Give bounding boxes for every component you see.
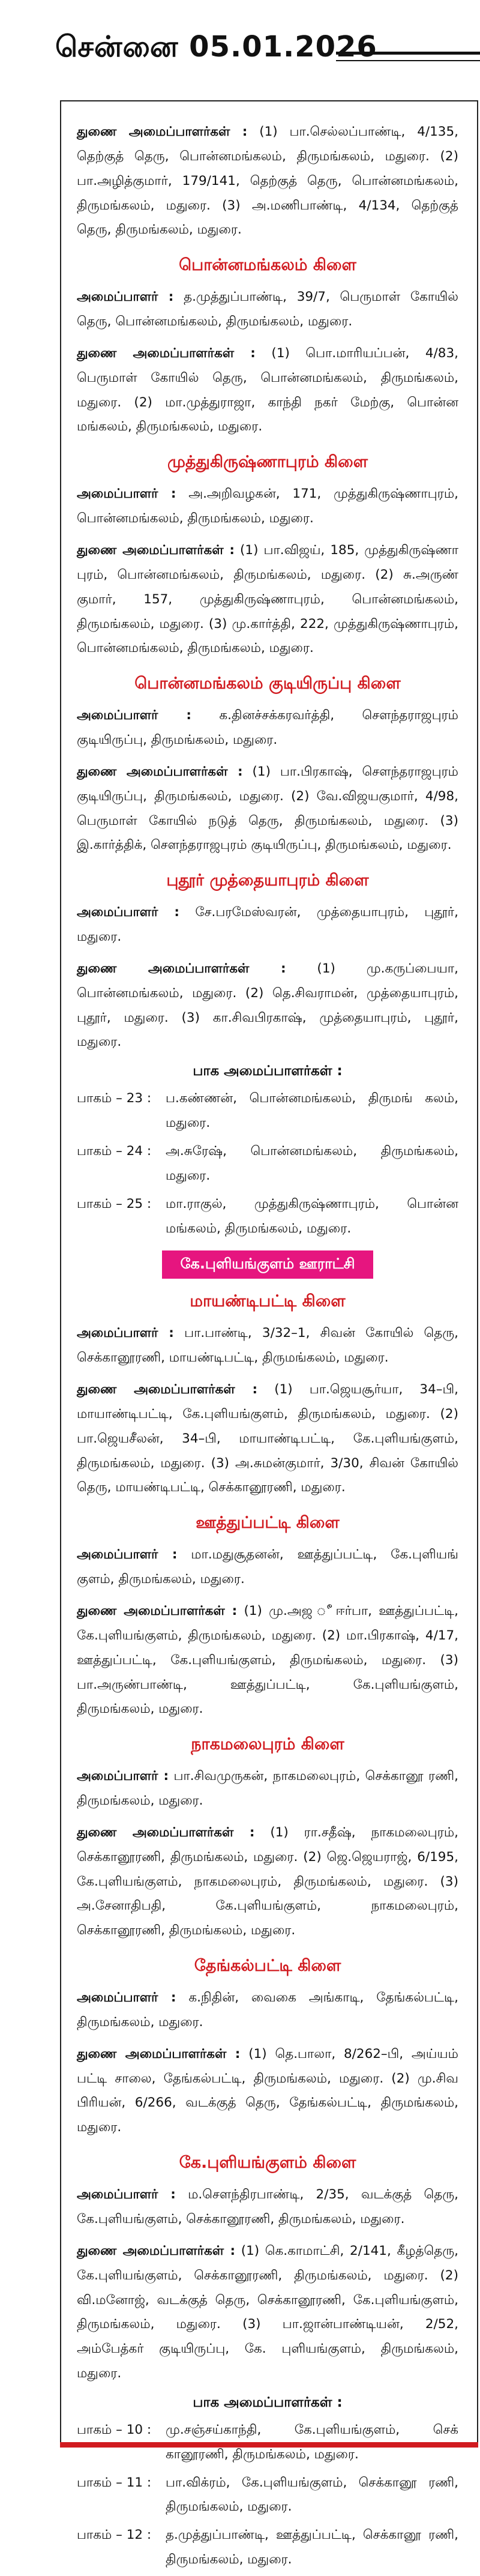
panchayat-banner — [77, 1250, 458, 1279]
section-heading: மாயண்டிபட்டி கிளை — [190, 1292, 346, 1311]
list-item: பாகம் – 24 : அ.சுரேஷ், பொன்னமங்கலம், திருமங்கலம், மதுரை. — [77, 1144, 458, 1183]
paragraph: அமைப்பாளர் : பா.பாண்டி, 3/32–1, சிவன் கோயில் தெரு, செக்கானூரணி, மாயண்டிபட்டி, திருமங்கலம், மதுரை. — [77, 1326, 458, 1366]
panchayat-label: கே.புளியங்குளம் ஊராட்சி — [162, 1250, 373, 1279]
sub-heading: பாக அமைப்பாளர்கள் : — [193, 1063, 343, 1079]
paragraph: அமைப்பாளர் : அ.அறிவழகன், 171, முத்துகிருஷ்ணாபுரம், பொன்னமங்கலம், திருமங்கலம், மதுரை. — [77, 486, 458, 526]
paragraph: துணை அமைப்பாளர்கள் : (1) பா.பிரகாஷ், சௌந்தராஜபுரம் குடியிருப்பு, திருமங்கலம், மதுரை. (2) வே.விஜயகுமார், 4/98, பெருமாள் கோயில் நடுத் தெரு, திருமங்கலம், மதுரை. (3) இ.கார்த்திக், சௌந்தராஜபுரம் குடியிருப்பு, திருமங்கலம், மதுரை. — [77, 764, 458, 853]
paragraph: அமைப்பாளர் : க.நிதின், வைகை அங்காடி, தேங்கல்பட்டி, திருமங்கலம், மதுரை. — [77, 1990, 458, 2030]
paragraph: அமைப்பாளர் : க.தினச்சக்கரவர்த்தி, சௌந்தராஜபுரம் குடியிருப்பு, திருமங்கலம், மதுரை. — [77, 708, 458, 748]
list-item: பாகம் – 12 : த.முத்துப்பாண்டி, ஊத்துப்பட்டி, செக்கானூ ரணி, திருமங்கலம், மதுரை. — [77, 2527, 458, 2568]
header-rule — [336, 52, 480, 61]
list-item: பாகம் – 25 : மா.ராகுல், முத்துகிருஷ்ணாபுரம், பொன்ன மங்கலம், திருமங்கலம், மதுரை. — [77, 1196, 458, 1236]
paragraph: துணை அமைப்பாளர்கள் : (1) கெ.காமாட்சி, 2/141, கீழத்தெரு, கே.புளியங்குளம், செக்கானூரணி, திருமங்கலம், மதுரை. (2) வி.மனோஜ், வடக்குத் தெரு, செக்கானூரணி, கே.புளியங்குளம், திருமங்கலம், மதுரை. (3) பா.ஜான்பாண்டியன், 2/52, அம்பேத்கர் குடியிருப்பு, கே. புளியங்குளம், திருமங்கலம், மதுரை. — [77, 2243, 458, 2381]
section-heading: நாகமலைபுரம் கிளை — [191, 1735, 344, 1754]
paragraph: துணை அமைப்பாளர்கள் : (1) மு.கருப்பையா, பொன்னமங்கலம், மதுரை. (2) தெ.சிவராமன், முத்தையாபுரம், புதூர், மதுரை. (3) கா.சிவபிரகாஷ், முத்தையாபுரம், புதூர், மதுரை. — [77, 961, 458, 1050]
list-item: பாகம் – 10 : மு.சஞ்சய்காந்தி, கே.புளியங்குளம், செக் கானூரணி, திருமங்கலம், மதுரை. — [77, 2422, 458, 2462]
section-heading: புதூர் முத்தையாபுரம் கிளை — [166, 871, 369, 890]
paragraph: துணை அமைப்பாளர்கள் : (1) ரா.சதீஷ், நாகமலைபுரம், செக்கானூரணி, திருமங்கலம், மதுரை. (2) ஜெ.ஜெயராஜ், 6/195, கே.புளியங்குளம், நாகமலைபுரம், திருமங்கலம், மதுரை. (3) அ.சேனாதிபதி, கே.புளியங்குளம், நாகமலைபுரம், செக்கானூரணி, திருமங்கலம், மதுரை. — [77, 1824, 458, 1938]
date-text: 05.01.2026 — [189, 30, 377, 64]
paragraph: அமைப்பாளர் : மா.மதுசூதனன், ஊத்துப்பட்டி, கே.புளியங் குளம், திருமங்கலம், மதுரை. — [77, 1547, 458, 1587]
section-heading: ஊத்துப்பட்டி கிளை — [196, 1513, 340, 1533]
section-heading: கே.புளியங்குளம் கிளை — [179, 2153, 356, 2173]
city-name: சென்னை — [55, 30, 179, 64]
paragraph: துணை அமைப்பாளர்கள் : (1) பா.விஜய், 185, முத்துகிருஷ்ணா புரம், பொன்னமங்கலம், திருமங்கலம், மதுரை. (2) சு.அருண் குமார், 157, முத்துகிருஷ்ணாபுரம், பொன்னமங்கலம், திருமங்கலம், மதுரை. (3) மு.கார்த்தி, 222, முத்துகிருஷ்ணாபுரம், பொன்னமங்கலம், திருமங்கலம், மதுரை. — [77, 542, 458, 656]
section-heading: முத்துகிருஷ்ணாபுரம் கிளை — [167, 453, 368, 472]
paragraph: அமைப்பாளர் : த.முத்துப்பாண்டி, 39/7, பெருமாள் கோயில் தெரு, பொன்னமங்கலம், திருமங்கலம், மதுரை. — [77, 289, 458, 330]
paragraph: துணை அமைப்பாளர்கள் : (1) தெ.பாலா, 8/262–பி, அய்யம் பட்டி சாலை, தேங்கல்பட்டி, திருமங்கலம், மதுரை. (2) மு.சிவ பிரியன், 6/266, வடக்குத் தெரு, தேங்கல்பட்டி, திருமங்கலம், மதுரை. — [77, 2046, 458, 2135]
paragraph: துணை அமைப்பாளர்கள் : (1) பா.ஜெயசூர்யா, 34–பி, மாயாண்டிபட்டி, கே.புளியங்குளம், திருமங்கலம், மதுரை. (2) பா.ஜெயசீலன், 34–பி, மாயாண்டிபட்டி, கே.புளியங்குளம், திருமங்கலம், மதுரை. (3) அ.சுமன்குமார், 3/30, சிவன் கோயில் தெரு, மாயண்டிபட்டி, செக்கானூரணி, மதுரை. — [77, 1382, 458, 1495]
paragraph: துணை அமைப்பாளர்கள் : (1) பா.செல்லப்பாண்டி, 4/135, தெற்குத் தெரு, பொன்னமங்கலம், திருமங்கலம், மதுரை. (2) பா.அழித்குமார், 179/141, தெற்குத் தெரு, பொன்னமங்கலம், திருமங்கலம், மதுரை. (3) அ.மணிபாண்டி, 4/134, தெற்குத் தெரு, திருமங்கலம், மதுரை. — [77, 124, 458, 238]
section-heading: பொன்னமங்கலம் கிளை — [179, 256, 356, 275]
paragraph: துணை அமைப்பாளர்கள் : (1) பொ.மாரியப்பன், 4/83, பெருமாள் கோயில் தெரு, பொன்னமங்கலம், திருமங்கலம், மதுரை. (2) மா.முத்துராஜா, காந்தி நகர் மேற்கு, பொன்ன மங்கலம், திருமங்கலம், மதுரை. — [77, 345, 458, 435]
list-item: பாகம் – 11 : பா.விக்ரம், கே.புளியங்குளம், செக்கானூ ரணி, திருமங்கலம், மதுரை. — [77, 2475, 458, 2515]
paragraph: அமைப்பாளர் : ம.சௌந்திரபாண்டி, 2/35, வடக்குத் தெரு, கே.புளியங்குளம், செக்கானூரணி, திருமங்கலம், மதுரை. — [77, 2187, 458, 2227]
paragraph: அமைப்பாளர் : பா.சிவமுருகன், நாகமலைபுரம், செக்கானூ ரணி, திருமங்கலம், மதுரை. — [77, 1769, 458, 1809]
list-item: பாகம் – 23 : ப.கண்ணன், பொன்னமங்கலம், திருமங் கலம், மதுரை. — [77, 1091, 458, 1131]
paragraph: அமைப்பாளர் : சே.பரமேஸ்வரன், முத்தையாபுரம், புதூர், மதுரை. — [77, 905, 458, 945]
sub-heading: பாக அமைப்பாளர்கள் : — [193, 2394, 343, 2410]
section-heading: பொன்னமங்கலம் குடியிருப்பு கிளை — [134, 674, 401, 693]
page-title — [55, 30, 377, 67]
article-content — [77, 120, 458, 2576]
page-header — [0, 0, 480, 96]
section-heading: தேங்கல்பட்டி கிளை — [194, 1956, 341, 1976]
paragraph: துணை அமைப்பாளர்கள் : (1) மு.அஜ ீஈர்பா, ஊத்துப்பட்டி, கே.புளியங்குளம், திருமங்கலம், மதுரை. (2) மா.பிரகாஷ், 4/17, ஊத்துப்பட்டி, கே.புளியங்குளம், திருமங்கலம், மதுரை. (3) பா.அருண்பாண்டி, ஊத்துப்பட்டி, கே.புளியங்குளம், திருமங்கலம், மதுரை. — [77, 1603, 458, 1717]
